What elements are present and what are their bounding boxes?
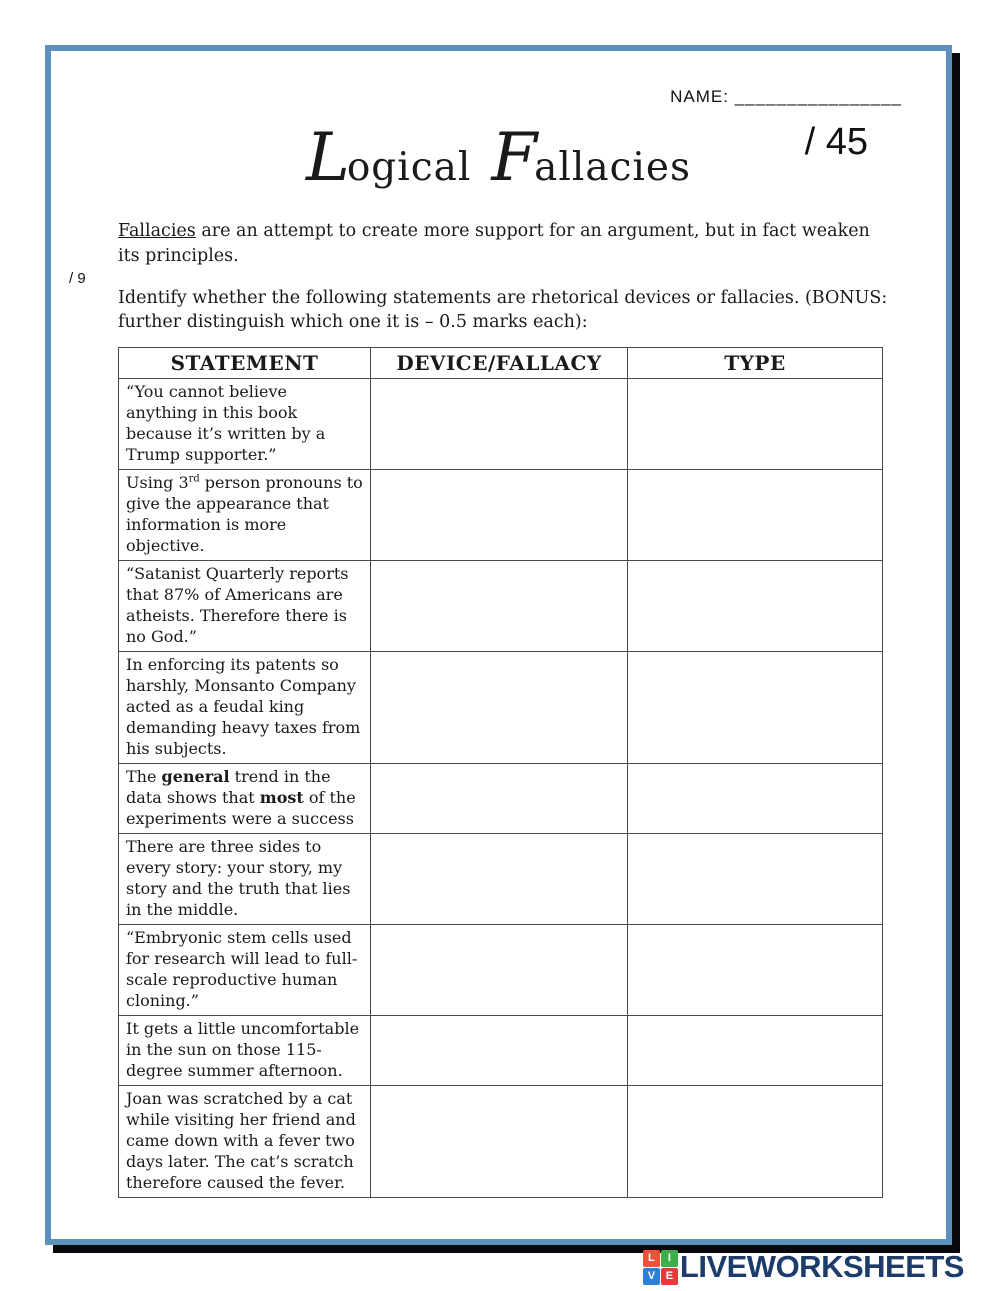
type-answer-cell[interactable] — [628, 379, 883, 470]
device-fallacy-answer-cell[interactable] — [371, 561, 628, 652]
type-answer-cell[interactable] — [628, 764, 883, 834]
liveworksheets-footer — [643, 1249, 964, 1285]
table-row — [119, 379, 883, 470]
page-title — [51, 119, 946, 196]
name-blank-line[interactable]: ________________ — [734, 87, 902, 106]
logo-letter-e: E — [661, 1268, 678, 1285]
table-header — [119, 348, 883, 379]
device-fallacy-answer-cell[interactable] — [371, 652, 628, 764]
col-header-device-fallacy: DEVICE/FALLACY — [371, 348, 628, 379]
device-fallacy-answer-cell[interactable] — [371, 1086, 628, 1198]
table-row — [119, 764, 883, 834]
col-header-statement: STATEMENT — [119, 348, 371, 379]
intro-lead-word: Fallacies — [118, 221, 196, 241]
logo-letter-v: V — [643, 1268, 660, 1285]
statement-cell: There are three sides to every story: your story, my story and the truth that lies in the middle. — [119, 834, 371, 925]
device-fallacy-answer-cell[interactable] — [371, 470, 628, 561]
type-answer-cell[interactable] — [628, 834, 883, 925]
table-row — [119, 1086, 883, 1198]
table-row — [119, 652, 883, 764]
intro-paragraph — [118, 219, 888, 269]
statement-cell: “Satanist Quarterly reports that 87% of Americans are atheists. Therefore there is no God.” — [119, 561, 371, 652]
type-answer-cell[interactable] — [628, 925, 883, 1016]
title-word-logical: ogical — [346, 145, 472, 190]
statement-cell: The general trend in the data shows that most of the experiments were a success — [119, 764, 371, 834]
title-drop-cap-f: F — [491, 119, 538, 196]
table-row — [119, 1016, 883, 1086]
logo-letter-l: L — [643, 1250, 660, 1267]
type-answer-cell[interactable] — [628, 470, 883, 561]
table-row — [119, 470, 883, 561]
title-word-fallacies: allacies — [534, 145, 691, 190]
title-drop-cap-l: L — [306, 119, 350, 196]
table-row — [119, 925, 883, 1016]
fallacies-table — [118, 347, 883, 1198]
type-answer-cell[interactable] — [628, 1016, 883, 1086]
statement-cell: It gets a little uncomfortable in the sun on those 115-degree summer afternoon. — [119, 1016, 371, 1086]
name-line — [670, 87, 902, 107]
intro-rest: are an attempt to create more support for an argument, but in fact weaken its principles. — [118, 221, 870, 266]
section-score: / 9 — [69, 270, 86, 287]
type-answer-cell[interactable] — [628, 652, 883, 764]
total-score: / 45 — [804, 121, 868, 163]
name-label: NAME: — [670, 87, 729, 106]
logo-letter-i: I — [661, 1250, 678, 1267]
table-body — [119, 379, 883, 1198]
liveworksheets-brand-text: LIVEWORKSHEETS — [679, 1249, 964, 1284]
type-answer-cell[interactable] — [628, 1086, 883, 1198]
device-fallacy-answer-cell[interactable] — [371, 834, 628, 925]
table-row — [119, 834, 883, 925]
device-fallacy-answer-cell[interactable] — [371, 379, 628, 470]
statement-cell: “Embryonic stem cells used for research will lead to full-scale reproductive human cloning.” — [119, 925, 371, 1016]
type-answer-cell[interactable] — [628, 561, 883, 652]
worksheet-frame — [45, 45, 952, 1245]
device-fallacy-answer-cell[interactable] — [371, 1016, 628, 1086]
liveworksheets-logo — [643, 1250, 678, 1285]
device-fallacy-answer-cell[interactable] — [371, 764, 628, 834]
statement-cell: “You cannot believe anything in this book because it’s written by a Trump supporter.” — [119, 379, 371, 470]
statement-cell: Joan was scratched by a cat while visiting her friend and came down with a fever two days later. The cat’s scratch therefore caused the fever. — [119, 1086, 371, 1198]
instructions-paragraph: Identify whether the following statements are rhetorical devices or fallacies. (BONUS: further distinguish which one it is – 0.5 marks each): — [118, 288, 888, 332]
statement-cell: Using 3rd person pronouns to give the appearance that information is more objective. — [119, 470, 371, 561]
statement-cell: In enforcing its patents so harshly, Monsanto Company acted as a feudal king demanding heavy taxes from his subjects. — [119, 652, 371, 764]
col-header-type: TYPE — [628, 348, 883, 379]
device-fallacy-answer-cell[interactable] — [371, 925, 628, 1016]
table-row — [119, 561, 883, 652]
